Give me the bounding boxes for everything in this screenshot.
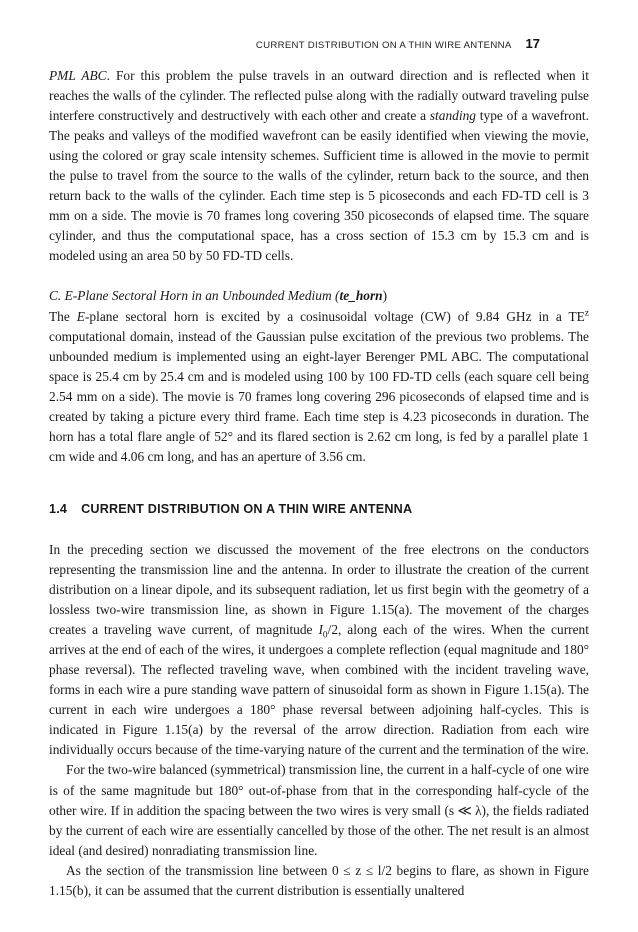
paragraph-flare: As the section of the transmission line between 0 ≤ z ≤ l/2 begins to flare, as shown in Figure 1.15(b), it can be assumed that the current distribution is essentially unaltered: [49, 862, 589, 898]
pml-abc-lead: PML ABC: [49, 68, 107, 83]
paragraph-balanced-line: For the two-wire balanced (symmetrical) transmission line, the current in a half-cycle of one wire is of the same magnitude but 180° out-of-phase from that in the corresponding half-cycle of the other wire. If in addition the spacing between the two wires is very small (s ≪ λ), the fields radiated by the current of each wire are essentially cancelled by those of the other. The net result is an almost ideal (and desired) nonradiating transmission line.: [49, 762, 589, 858]
subsection-heading-c: C. E-Plane Sectoral Horn in an Unbounded Medium (te_horn): [49, 288, 388, 304]
section-title: CURRENT DISTRIBUTION ON A THIN WIRE ANTENNA: [81, 501, 413, 516]
page-body: [49, 66, 589, 901]
running-head: CURRENT DISTRIBUTION ON A THIN WIRE ANTENNA: [255, 40, 512, 51]
section-heading: [49, 499, 589, 519]
section-number: 1.4: [49, 501, 68, 516]
paragraph-pml-abc: PML ABC. For this problem the pulse travels in an outward direction and is reflected when it reaches the walls of the cylinder. The reflected pulse along with the radially outward traveling pulse interfere constructively and destructively with each other and create a standing type of a wavefront. The peaks and valleys of the modified wavefront can be easily identified when viewing the movie, using the colored or gray scale intensity schemes. Sufficient time is allowed in the movie to permit the pulse to travel from the source to the walls of the cylinder, return back to the source, and then return back to the walls of the cylinder. Each time step is 5 picoseconds and each FD-TD cell is 3 mm on a side. The movie is 70 frames long covering 350 picoseconds of elapsed time. The square cylinder, and thus the computational space, has a cross section of 15.3 cm by 15.3 cm and is modeled using an area 50 by 50 FD-TD cells.: [49, 68, 589, 264]
page-number: 17: [525, 36, 540, 51]
paragraph-transmission-line: In the preceding section we discussed the movement of the free electrons on the conductors representing the transmission line and the antenna. In order to illustrate the creation of the current distribution on a linear dipole, and its subsequent radiation, let us first begin with the geometry of a lossless two-wire transmission line, as shown in Figure 1.15(a). The movement of the charges creates a traveling wave current, of magnitude $I_0/2$, along each of the wires. When the current arrives at the end of each of the wires, it undergoes a complete reflection (equal magnitude and 180° phase reversal). The reflected traveling wave, when combined with the incident traveling wave, forms in each wire a pure standing wave pattern of sinusoidal form as shown in Figure 1.15(a). The current in each wire undergoes a 180° phase reversal between adjoining half-cycles. This is indicated in Figure 1.15(a) by the reversal of the arrow direction. Radiation from each wire individually occurs because of the time-varying nature of the current and the termination of the wire.: [49, 541, 589, 758]
standing-emphasis: standing: [429, 108, 476, 124]
page-header: [98, 36, 540, 56]
paragraph-sectoral-horn: The E-plane sectoral horn is excited by a cosinusoidal voltage (CW) of 9.84 GHz in a $TE^z$ computational domain, instead of the Gaussian pulse excitation of the previous two problems. The unbounded medium is implemented using an eight-layer Berenger PML ABC. The computational space is 25.4 cm by 25.4 cm and is modeled using 100 by 100 FD-TD cells (each square cell being 2.54 mm on a side). The movie is 70 frames long covering 296 picoseconds of elapsed time and is created by taking a picture every third frame. Each time step is 4.23 picoseconds in duration. The horn has a total flare angle of 52° and its flared section is 2.62 cm long, is fed by a parallel plate 1 cm wide and 4.06 cm long, and has an aperture of 3.56 cm.: [49, 308, 589, 464]
te-horn-code: te_horn: [339, 288, 383, 304]
